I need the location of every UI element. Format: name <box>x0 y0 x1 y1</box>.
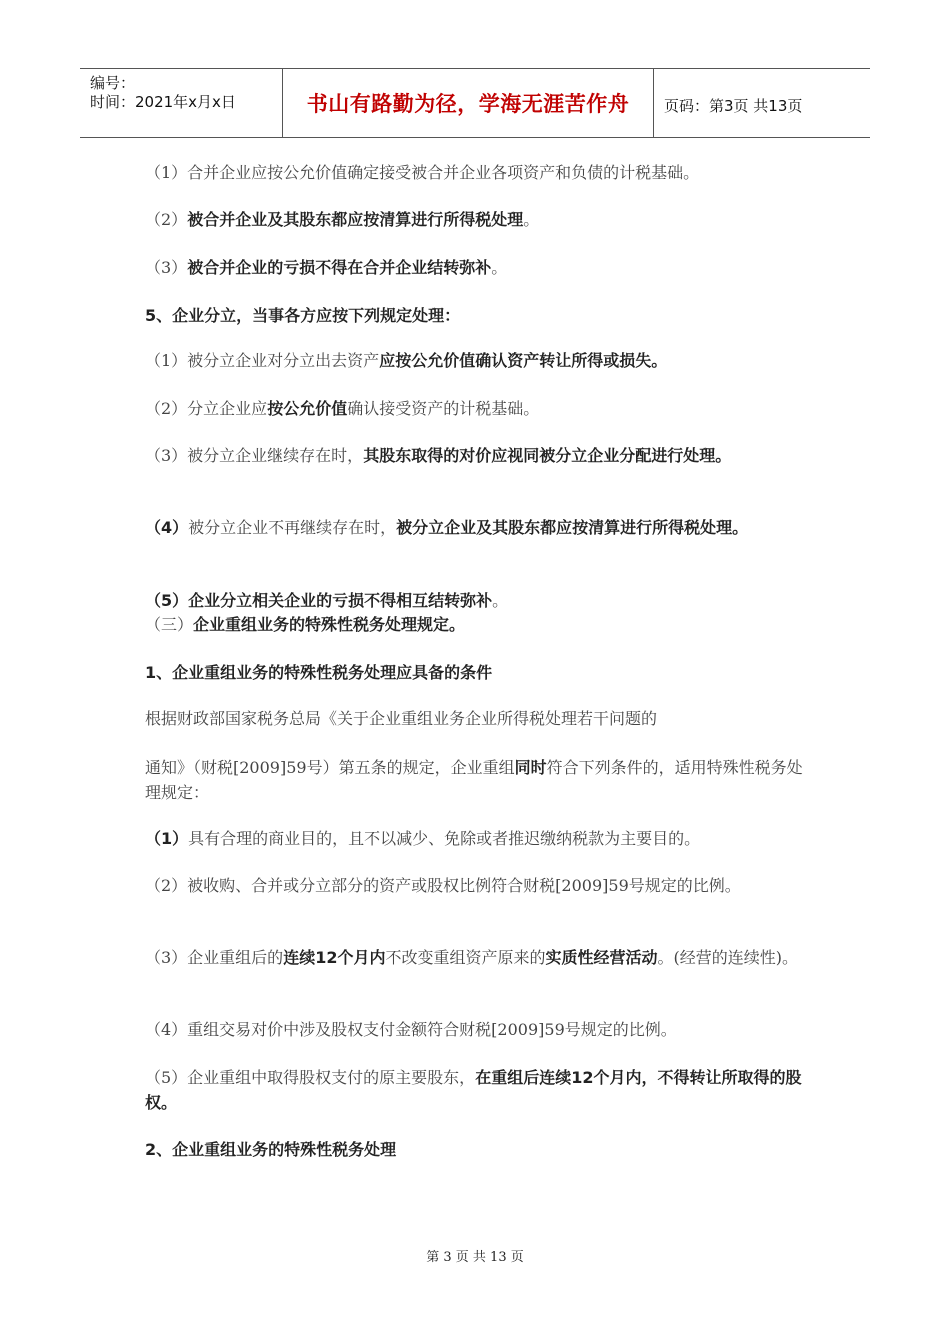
paragraph <box>145 396 810 421</box>
paragraph <box>145 945 810 970</box>
page-header <box>80 68 870 138</box>
text-run: （三） <box>145 615 194 634</box>
time-label: 时间：2021年x月x日 <box>90 93 236 111</box>
bold-text-run: 应按公允价值确认资产转让所得或损失。 <box>379 351 668 370</box>
bold-text-run: 实质性经营活动 <box>545 948 658 967</box>
text-run: （2）分立企业应 <box>145 399 268 418</box>
bold-text-run: 连续12个月内 <box>283 948 386 967</box>
paragraph <box>145 443 810 468</box>
bold-text-run: 被合并企业及其股东都应按清算进行所得税处理 <box>187 210 524 229</box>
bold-text-run: 企业重组业务的特殊性税务处理规定。 <box>193 615 466 634</box>
paragraph <box>145 588 810 613</box>
bold-text-run: 被合并企业的亏损不得在合并企业结转弥补 <box>187 258 492 277</box>
paragraph <box>145 706 810 731</box>
bold-text-run: （5）企业分立相关企业的亏损不得相互结转弥补 <box>145 591 493 610</box>
bold-text-run: 在重组后连续12个月内，不得转让所取得的股权。 <box>145 1068 802 1112</box>
bold-text-run: 同时 <box>514 758 547 777</box>
text-run: 通知》（财税[2009]59号）第五条的规定，企业重组 <box>145 758 515 777</box>
paragraph <box>145 826 810 851</box>
paragraph <box>145 660 810 685</box>
paragraph <box>145 303 810 328</box>
text-run: （1）被分立企业对分立出去资产 <box>145 351 380 370</box>
text-run: 不改变重组资产原来的 <box>385 948 546 967</box>
bold-text-run: （4） <box>145 518 189 537</box>
text-run: （2）被收购、合并或分立部分的资产或股权比例符合财税[2009]59号规定的比例。 <box>145 876 741 895</box>
bold-text-run: 按公允价值 <box>267 399 348 418</box>
text-run: （5）企业重组中取得股权支付的原主要股东， <box>145 1068 476 1087</box>
text-run: （3） <box>145 258 188 277</box>
header-info-cell <box>80 69 283 137</box>
paragraph <box>145 755 810 805</box>
bold-text-run: 2、企业重组业务的特殊性税务处理 <box>145 1140 397 1159</box>
text-run: 确认接受资产的计税基础。 <box>347 399 540 418</box>
paragraph <box>145 612 810 637</box>
text-run: （2） <box>145 210 188 229</box>
text-run: 具有合理的商业目的，且不以减少、免除或者推迟缴纳税款为主要目的。 <box>188 829 701 848</box>
number-label: 编号： <box>90 74 136 92</box>
text-run: 。(经营的连续性)。 <box>657 948 798 967</box>
paragraph <box>145 1065 810 1115</box>
text-run: （3）企业重组后的 <box>145 948 284 967</box>
text-run: 。 <box>523 210 540 229</box>
text-run: （4）重组交易对价中涉及股权支付金额符合财税[2009]59号规定的比例。 <box>145 1020 677 1039</box>
paragraph <box>145 207 810 232</box>
bold-text-run: 其股东取得的对价应视同被分立企业分配进行处理。 <box>363 446 732 465</box>
paragraph <box>145 255 810 280</box>
bold-text-run: （1） <box>145 829 189 848</box>
text-run: 。 <box>491 258 508 277</box>
paragraph <box>145 873 810 898</box>
header-motto: 书山有路勤为径，学海无涯苦作舟 <box>283 69 654 137</box>
text-run: 符合下列条件的，适用特殊性税务处理规定： <box>145 758 803 802</box>
header-page-label: 页码：第3页 共13页 <box>664 97 803 115</box>
paragraph <box>145 160 810 185</box>
text-run: （3）被分立企业继续存在时， <box>145 446 364 465</box>
bold-text-run: 5、企业分立，当事各方应按下列规定处理： <box>145 306 461 325</box>
text-run: （1）合并企业应按公允价值确定接受被合并企业各项资产和负债的计税基础。 <box>145 163 700 182</box>
text-run: 被分立企业不再继续存在时， <box>188 518 397 537</box>
page-footer: 第 3 页 共 13 页 <box>426 1250 524 1265</box>
text-run: 。 <box>492 591 509 610</box>
paragraph <box>145 1017 810 1042</box>
paragraph <box>145 1137 810 1162</box>
text-run: 根据财政部国家税务总局《关于企业重组业务企业所得税处理若干问题的 <box>145 709 658 728</box>
bold-text-run: 1、企业重组业务的特殊性税务处理应具备的条件 <box>145 663 493 682</box>
paragraph <box>145 515 810 540</box>
bold-text-run: 被分立企业及其股东都应按清算进行所得税处理。 <box>396 518 749 537</box>
paragraph <box>145 348 810 373</box>
